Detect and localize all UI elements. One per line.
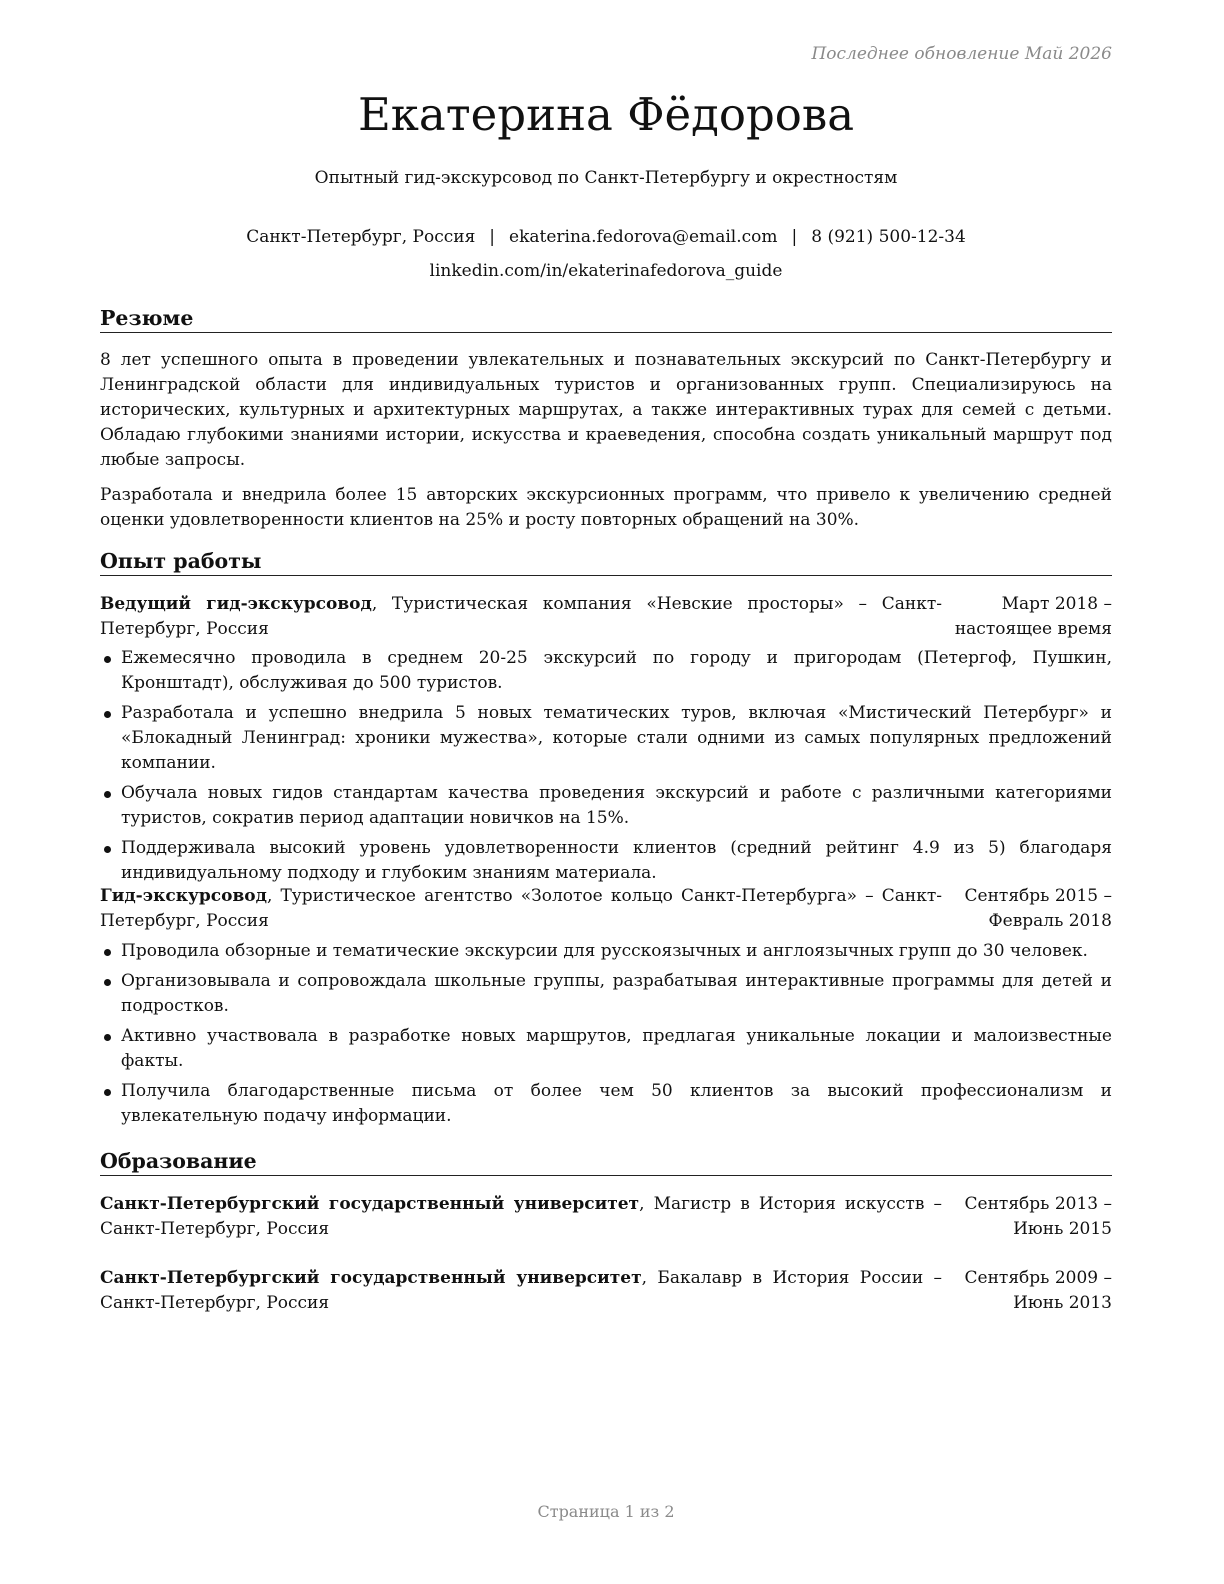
job-company: , Туристическая компания «Невские просторы» – Санкт-Петербург, Россия (100, 594, 942, 639)
education-title-line (100, 1192, 942, 1242)
list-item: Поддерживала высокий уровень удовлетворенности клиентов (средний рейтинг 4.9 из 5) благодаря индивидуальному подходу и глубоким знаниям материала. (100, 836, 1112, 886)
job-bullets (100, 646, 1112, 891)
list-item: Обучала новых гидов стандартам качества проведения экскурсий и работе с различными категориями туристов, сократив период адаптации новичков на 15%. (100, 781, 1112, 831)
list-item: Разработала и успешно внедрила 5 новых тематических туров, включая «Мистический Петербург» и «Блокадный Ленинград: хроники мужества», которые стали одними из самых популярных предложений компании. (100, 701, 1112, 776)
section-title-experience: Опыт работы (100, 550, 1112, 576)
contact-linkedin[interactable]: linkedin.com/in/ekaterinafedorova_guide (429, 261, 783, 281)
job-header (100, 592, 1112, 642)
job-dates: Сентябрь 2015 – Февраль 2018 (964, 886, 1112, 931)
job-dates: Март 2018 – настоящее время (954, 594, 1112, 639)
education-entry (100, 1266, 1112, 1316)
education-entry (100, 1192, 1112, 1242)
job-role: Гид-экскурсовод (100, 886, 267, 906)
education-degree: , Бакалавр в История России – Санкт-Петербург, Россия (100, 1268, 943, 1313)
job-header (100, 884, 1112, 934)
job-bullets (100, 939, 1112, 1134)
summary-paragraph: 8 лет успешного опыта в проведении увлекательных и познавательных экскурсий по Санкт-Петербургу и Ленинградской области для индивидуальных туристов и организованных групп. Специализируюсь на исторических, культурных и архитектурных маршрутах, а также интерактивных турах для семей с детьми. Обладаю глубокими знаниями истории, искусства и краеведения, способна создать уникальный маршрут под любые запросы. (100, 350, 1112, 470)
job-title-line (100, 884, 942, 934)
list-item: Получила благодарственные письма от более чем 50 клиентов за высокий профессионализм и увлекательную подачу информации. (100, 1079, 1112, 1129)
candidate-name: Екатерина Фёдорова (357, 88, 855, 141)
job-title-line (100, 592, 942, 642)
contact-phone: 8 (921) 500-12-34 (811, 227, 966, 247)
contact-separator: | (489, 227, 496, 247)
education-dates: Сентябрь 2009 – Июнь 2013 (964, 1268, 1112, 1313)
contact-line (100, 220, 1112, 254)
education-school: Санкт-Петербургский государственный университет (100, 1268, 642, 1288)
summary-paragraph: Разработала и внедрила более 15 авторских экскурсионных программ, что привело к увеличению средней оценки удовлетворенности клиентов на 25% и росту повторных обращений на 30%. (100, 485, 1112, 530)
list-item: Активно участвовала в разработке новых маршрутов, предлагая уникальные локации и малоизвестные факты. (100, 1024, 1112, 1074)
section-title-summary: Резюме (100, 307, 1112, 333)
candidate-tagline: Опытный гид-экскурсовод по Санкт-Петербургу и окрестностям (314, 168, 898, 188)
education-school: Санкт-Петербургский государственный университет (100, 1194, 640, 1214)
education-title-line (100, 1266, 942, 1316)
page-number: Страница 1 из 2 (537, 1502, 675, 1521)
job-role: Ведущий гид-экскурсовод (100, 594, 372, 614)
resume-page (100, 0, 1112, 1584)
education-degree: , Магистр в История искусств – Санкт-Петербург, Россия (100, 1194, 942, 1239)
list-item: Проводила обзорные и тематические экскурсии для русскоязычных и англоязычных групп до 30 человек. (100, 939, 1112, 964)
education-dates: Сентябрь 2013 – Июнь 2015 (964, 1194, 1112, 1239)
section-title-education: Образование (100, 1150, 1112, 1176)
list-item: Организовывала и сопровождала школьные группы, разрабатывая интерактивные программы для детей и подростков. (100, 969, 1112, 1019)
last-updated: Последнее обновление Май 2026 (811, 44, 1112, 64)
contact-location: Санкт-Петербург, Россия (246, 227, 476, 247)
contact-block (100, 220, 1112, 288)
job-company: , Туристическое агентство «Золотое кольцо Санкт-Петербурга» – Санкт-Петербург, Россия (100, 886, 942, 931)
contact-email[interactable]: ekaterina.fedorova@email.com (509, 227, 778, 247)
list-item: Ежемесячно проводила в среднем 20-25 экскурсий по городу и пригородам (Петергоф, Пушкин, Кронштадт), обслуживая до 500 туристов. (100, 646, 1112, 696)
contact-separator: | (791, 227, 798, 247)
